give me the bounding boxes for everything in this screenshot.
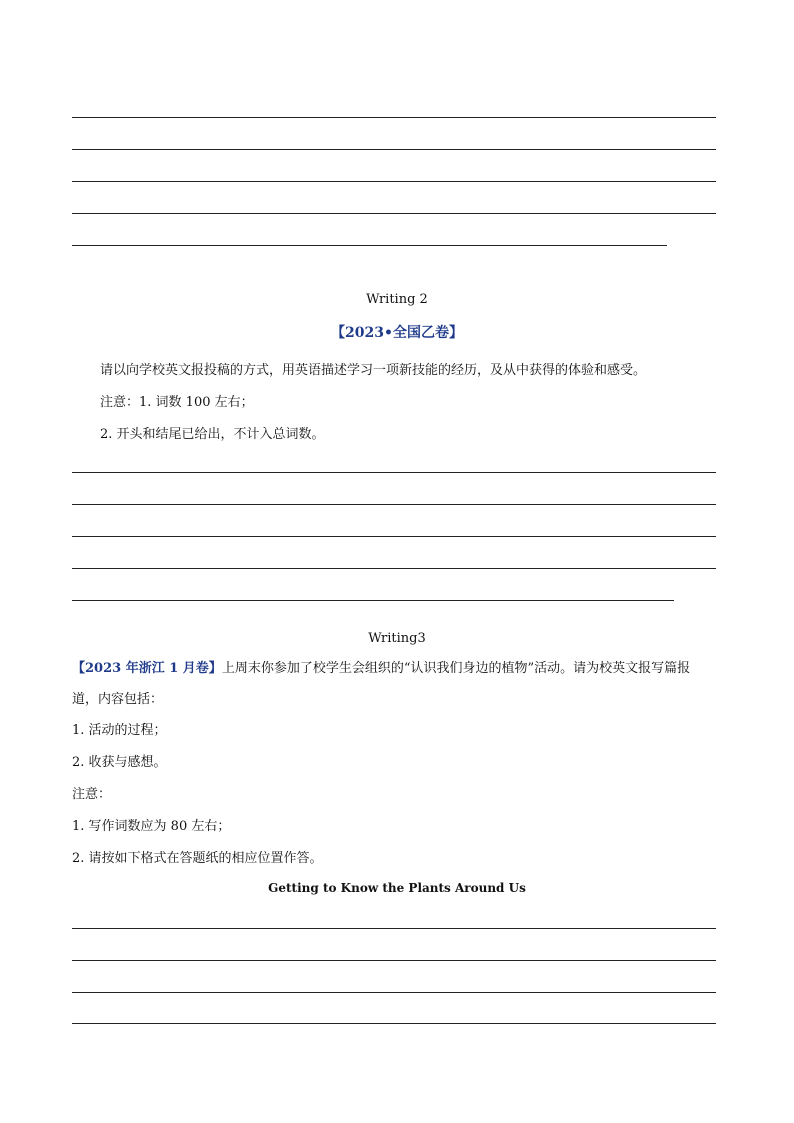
writing-3-item-1: 1. 活动的过程； (72, 723, 167, 738)
writing-2-note-2: 2. 开头和结尾已给出，不计入总词数。 (100, 427, 325, 442)
writing-3-note-1: 1. 写作词数应为 80 左右； (72, 819, 231, 834)
answer-line (72, 504, 716, 505)
section-heading-writing-3 (0, 631, 794, 646)
answer-line-short (72, 600, 674, 601)
writing-3-prompt-line-1 (72, 660, 690, 678)
answer-line (72, 181, 716, 182)
writing-3-source: 【2023 年浙江 1 月卷】 (72, 661, 222, 676)
writing-3-prompt-text: 上周末你参加了校学生会组织的“认识我们身边的植物”活动。请为校英文报写篇报 (221, 661, 691, 676)
answer-line (72, 117, 716, 118)
answer-line (72, 536, 716, 537)
writing-2-note-1: 注意：1. 词数 100 左右； (100, 395, 254, 410)
answer-line (72, 472, 716, 473)
writing-3-note-2: 2. 请按如下格式在答题纸的相应位置作答。 (72, 851, 323, 866)
section-source-writing-2: 【2023•全国乙卷】 (331, 325, 463, 341)
writing-3-prompt-line-2: 道，内容包括： (72, 692, 164, 707)
writing-3-notes-label: 注意： (72, 787, 112, 802)
answer-line-short (72, 245, 667, 246)
section-heading-writing-2: Writing 2 (366, 292, 428, 307)
answer-line (72, 568, 716, 569)
writing-3-item-2: 2. 收获与感想。 (72, 755, 167, 770)
answer-line (72, 992, 716, 993)
section-heading-writing-3-text: Writing3 (368, 631, 426, 646)
answer-line (72, 928, 716, 929)
answer-line (72, 1023, 716, 1024)
answer-line (72, 213, 716, 214)
writing-2-prompt: 请以向学校英文报投稿的方式，用英语描述学习一项新技能的经历，及从中获得的体验和感受。 (100, 363, 647, 378)
essay-title: Getting to Know the Plants Around Us (268, 881, 526, 895)
answer-line (72, 149, 716, 150)
answer-line (72, 960, 716, 961)
